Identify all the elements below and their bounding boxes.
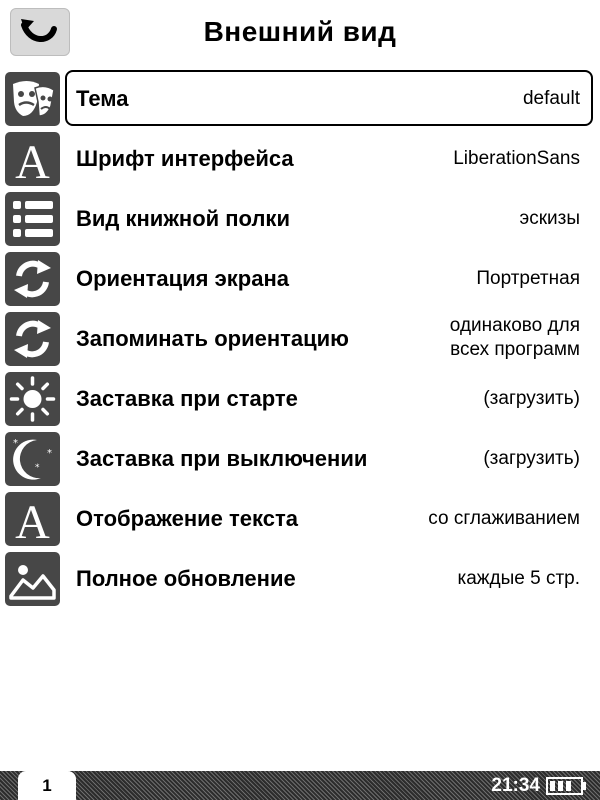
settings-item-value [420,314,580,362]
settings-item-full-refresh[interactable] [0,548,600,608]
rotate-icon [5,312,60,366]
page-title: Внешний вид [203,16,397,47]
settings-item-label: Заставка при старте [76,386,298,411]
settings-item-value: (загрузить) [483,388,580,409]
settings-item-label: Вид книжной полки [76,206,290,231]
page-number-tab[interactable]: 1 [18,771,76,800]
svg-text:*: * [35,463,40,473]
settings-item-shutdown-screensaver[interactable] [0,428,600,488]
settings-item-theme[interactable] [0,68,600,128]
settings-item-value: эскизы [519,208,580,229]
settings-item-value: Портретная [476,268,580,289]
settings-list [0,68,600,608]
sun-icon [5,372,60,426]
clock: 21:34 [491,775,540,796]
letter-a-icon [5,132,60,186]
settings-item-text-display[interactable] [0,488,600,548]
battery-level-bar [550,781,555,791]
settings-item-label: Полное обновление [76,566,296,591]
settings-item-value: LiberationSans [453,148,580,169]
svg-text:*: * [47,448,52,459]
settings-item-value-line: одинаково для [449,315,580,336]
battery-icon [546,777,588,795]
svg-text:A: A [15,496,50,546]
theater-masks-icon [5,72,60,126]
landscape-picture-icon [5,552,60,606]
settings-item-value: default [522,88,580,109]
settings-item-label: Тема [76,86,129,111]
rotate-icon [5,252,60,306]
selection-highlight [65,70,593,126]
settings-item-value: каждые 5 стр. [457,568,580,589]
settings-item-remember-orientation[interactable] [0,308,600,368]
moon-stars-icon [5,432,60,486]
settings-item-value: (загрузить) [483,448,580,469]
settings-item-label: Шрифт интерфейса [76,146,294,171]
settings-item-startup-screensaver[interactable] [0,368,600,428]
svg-text:*: * [13,438,18,449]
settings-item-screen-orientation[interactable] [0,248,600,308]
battery-level-bar [566,781,571,791]
settings-item-label: Заставка при выключении [76,446,368,471]
letter-a-icon [5,492,60,546]
settings-item-value-line: всех программ [450,339,580,360]
list-view-icon [5,192,60,246]
settings-item-label: Запоминать ориентацию [76,326,349,351]
svg-text:A: A [15,136,50,186]
settings-item-interface-font[interactable] [0,128,600,188]
settings-item-value: со сглаживанием [428,508,580,529]
battery-level-bar [558,781,563,791]
settings-item-label: Отображение текста [76,506,298,531]
settings-item-label: Ориентация экрана [76,266,289,291]
status-bar [0,771,600,800]
settings-item-bookshelf-view[interactable] [0,188,600,248]
